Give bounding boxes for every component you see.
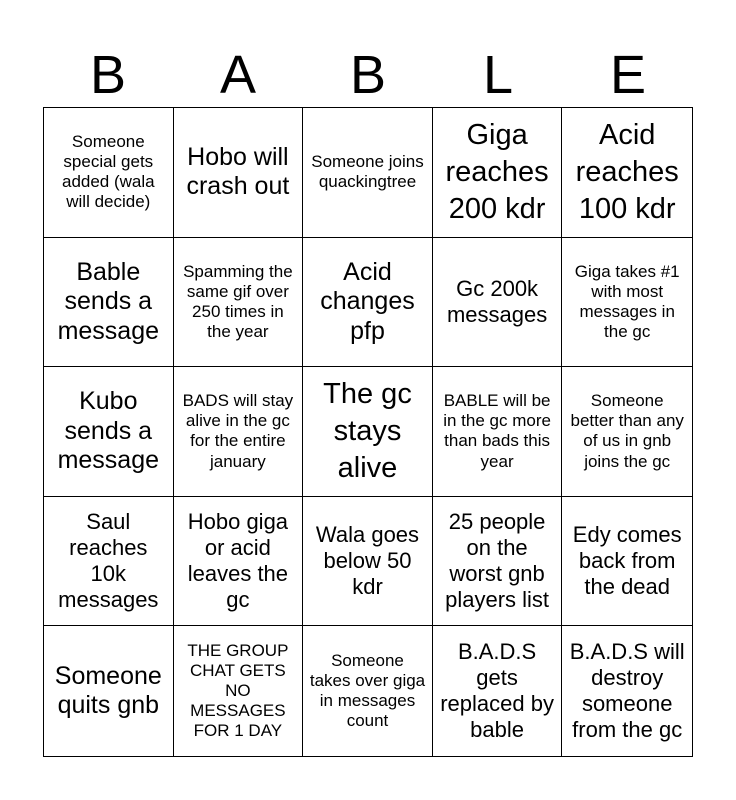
cell-text: Kubo sends a message: [57, 387, 160, 475]
bingo-cell-r1c5[interactable]: [562, 108, 692, 238]
cell-text: Someone special gets added (wala will decide): [61, 132, 155, 212]
bingo-cell-r5c3[interactable]: [303, 626, 433, 756]
header-letter-b: B: [89, 45, 127, 105]
cell-text: The gc stays alive: [323, 377, 412, 485]
bingo-cell-r5c2[interactable]: [174, 626, 304, 756]
cell-text: Bable sends a message: [57, 257, 160, 345]
cell-text: 25 people on the worst gnb players list: [445, 509, 550, 613]
cell-text: Acid reaches 100 kdr: [575, 118, 679, 225]
cell-text: B.A.D.S gets replaced by bable: [440, 639, 554, 743]
header-letter-a: A: [219, 45, 257, 105]
cell-text: Someone better than any of us in gnb joins the gc: [570, 391, 684, 471]
bingo-cell-r5c1[interactable]: [44, 626, 174, 756]
bingo-cell-r5c5[interactable]: [562, 626, 692, 756]
bingo-cell-r4c1[interactable]: [44, 497, 174, 627]
bingo-cell-r2c5[interactable]: [562, 238, 692, 368]
bingo-header: [43, 44, 693, 106]
bingo-cell-r4c2[interactable]: [174, 497, 304, 627]
cell-text: THE GROUP CHAT GETS NO MESSAGES FOR 1 DAY: [187, 641, 289, 741]
cell-text: Spamming the same gif over 250 times in the year: [183, 261, 293, 341]
cell-text: BADS will stay alive in the gc for the entire january: [182, 391, 294, 471]
cell-text: Someone joins quackingtree: [311, 152, 424, 192]
bingo-cell-r1c1[interactable]: [44, 108, 174, 238]
cell-text: Saul reaches 10k messages: [58, 509, 159, 613]
bingo-cell-r4c5[interactable]: [562, 497, 692, 627]
cell-text: Giga reaches 200 kdr: [445, 118, 549, 225]
bingo-cell-r2c4[interactable]: [433, 238, 563, 368]
cell-text: Hobo giga or acid leaves the gc: [187, 509, 289, 613]
bingo-cell-r4c4[interactable]: [433, 497, 563, 627]
bingo-cell-r3c1[interactable]: [44, 367, 174, 497]
cell-text: Wala goes below 50 kdr: [315, 522, 420, 600]
bingo-cell-r2c1[interactable]: [44, 238, 174, 368]
bingo-board: [43, 107, 693, 757]
header-letter-b2: B: [349, 45, 387, 105]
bingo-cell-r3c4[interactable]: [433, 367, 563, 497]
cell-text: Someone takes over giga in messages count: [309, 651, 426, 731]
bingo-cell-r5c4[interactable]: [433, 626, 563, 756]
cell-text: Someone quits gnb: [54, 661, 162, 720]
bingo-cell-r1c2[interactable]: [174, 108, 304, 238]
bingo-cell-r1c4[interactable]: [433, 108, 563, 238]
bingo-cell-r4c3[interactable]: [303, 497, 433, 627]
header-letter-l: L: [482, 45, 514, 105]
bingo-cell-r3c3[interactable]: [303, 367, 433, 497]
cell-text: Hobo will crash out: [186, 142, 290, 201]
cell-text: Gc 200k messages: [446, 275, 548, 327]
bingo-cell-r2c3[interactable]: [303, 238, 433, 368]
cell-text: B.A.D.S will destroy someone from the gc: [569, 639, 685, 743]
bingo-cell-r3c5[interactable]: [562, 367, 692, 497]
bingo-cell-r3c2[interactable]: [174, 367, 304, 497]
cell-text: Acid changes pfp: [320, 257, 415, 345]
bingo-cell-r2c2[interactable]: [174, 238, 304, 368]
cell-text: Edy comes back from the dead: [572, 522, 682, 600]
header-letter-e: E: [609, 45, 647, 105]
cell-text: Giga takes #1 with most messages in the gc: [574, 261, 680, 341]
bingo-cell-r1c3[interactable]: [303, 108, 433, 238]
cell-text: BABLE will be in the gc more than bads this year: [443, 391, 551, 471]
